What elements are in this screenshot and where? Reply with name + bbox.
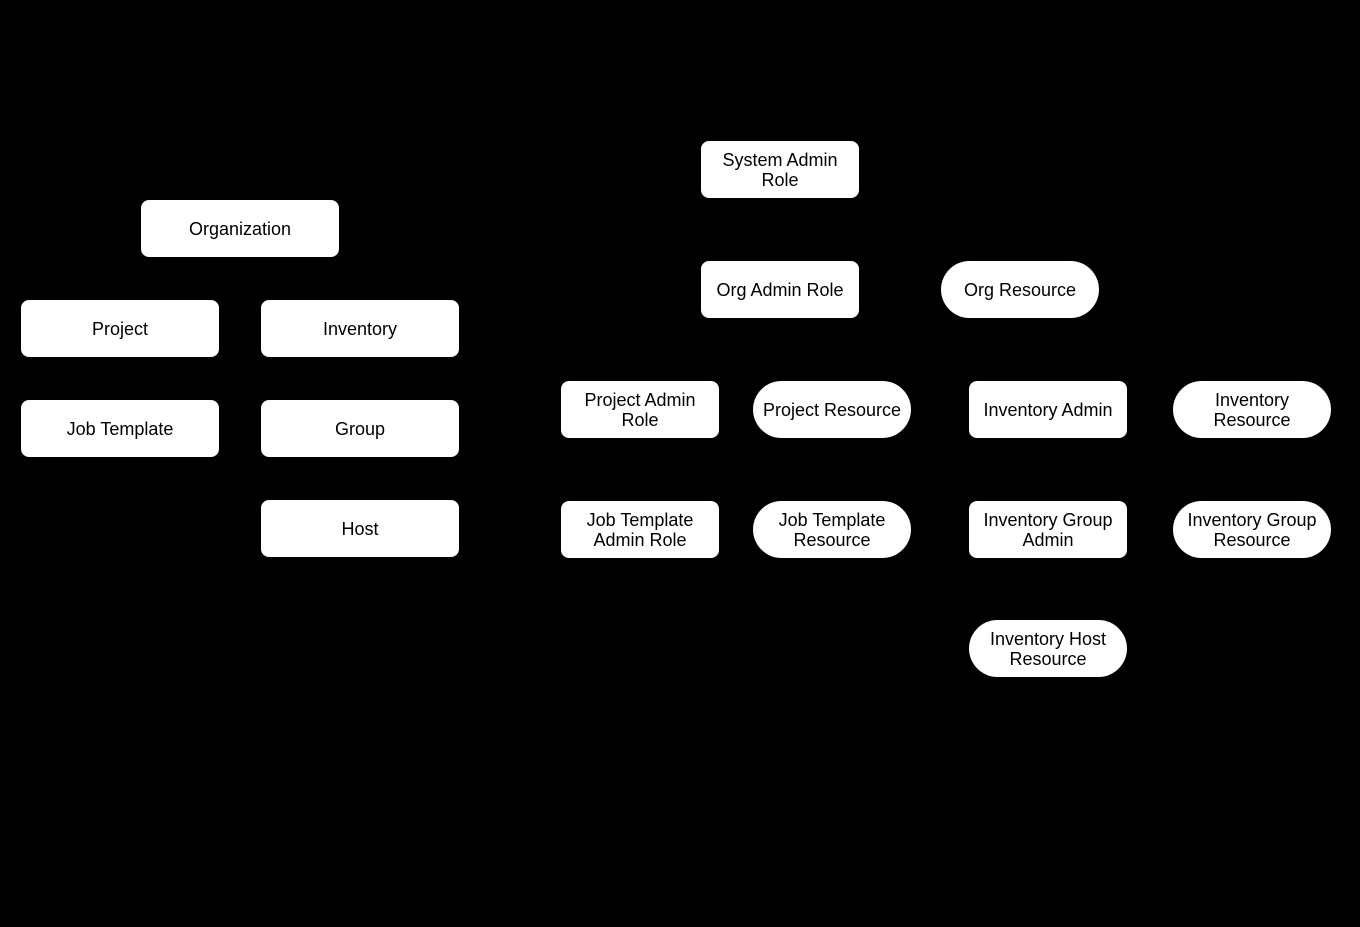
node-label-line: Admin Role bbox=[593, 529, 687, 550]
node-label-line: Resource bbox=[793, 529, 871, 550]
node-job-template-admin-role bbox=[561, 501, 719, 558]
node-system-admin-role bbox=[701, 141, 859, 198]
node-organization bbox=[141, 200, 339, 257]
node-project-admin-role bbox=[561, 381, 719, 438]
node-label-line: Inventory bbox=[1214, 389, 1290, 410]
node-label-line: Inventory Group bbox=[1187, 509, 1317, 530]
node-label-line: Resource bbox=[1009, 648, 1087, 669]
node-label-line: Resource bbox=[1213, 529, 1291, 550]
node-org-admin-role bbox=[701, 261, 859, 318]
node-label-line: Inventory Admin bbox=[983, 399, 1113, 420]
node-label-line: Inventory Host bbox=[989, 628, 1107, 649]
node-label-line: Group bbox=[334, 418, 386, 439]
node-inventory-group-resource bbox=[1173, 501, 1331, 558]
node-inventory bbox=[261, 300, 459, 357]
node-job-template-resource bbox=[753, 501, 911, 558]
node-label-line: Inventory bbox=[322, 318, 398, 339]
node-label-line: Org Admin Role bbox=[716, 279, 844, 300]
node-inventory-resource bbox=[1173, 381, 1331, 438]
node-label-line: Project Resource bbox=[762, 399, 902, 420]
node-label-line: Admin bbox=[1022, 529, 1074, 550]
node-label-line: Job Template bbox=[778, 509, 886, 530]
node-label-line: System Admin bbox=[722, 149, 838, 170]
node-job-template bbox=[21, 400, 219, 457]
node-inventory-group-admin bbox=[969, 501, 1127, 558]
node-inventory-admin bbox=[969, 381, 1127, 438]
node-label-line: Job Template bbox=[66, 418, 174, 439]
node-group bbox=[261, 400, 459, 457]
node-host bbox=[261, 500, 459, 557]
node-org-resource bbox=[941, 261, 1099, 318]
node-label-line: Host bbox=[341, 518, 379, 539]
node-label-line: Project Admin bbox=[584, 389, 696, 410]
node-label-line: Inventory Group bbox=[983, 509, 1113, 530]
node-label-line: Project bbox=[91, 318, 149, 339]
node-project-resource bbox=[753, 381, 911, 438]
node-label-line: Org Resource bbox=[963, 279, 1077, 300]
node-label-line: Role bbox=[621, 409, 659, 430]
node-label-line: Resource bbox=[1213, 409, 1291, 430]
node-label-line: Job Template bbox=[586, 509, 694, 530]
node-label-line: Role bbox=[761, 169, 799, 190]
node-inventory-host-resource bbox=[969, 620, 1127, 677]
node-project bbox=[21, 300, 219, 357]
node-label-line: Organization bbox=[188, 218, 292, 239]
